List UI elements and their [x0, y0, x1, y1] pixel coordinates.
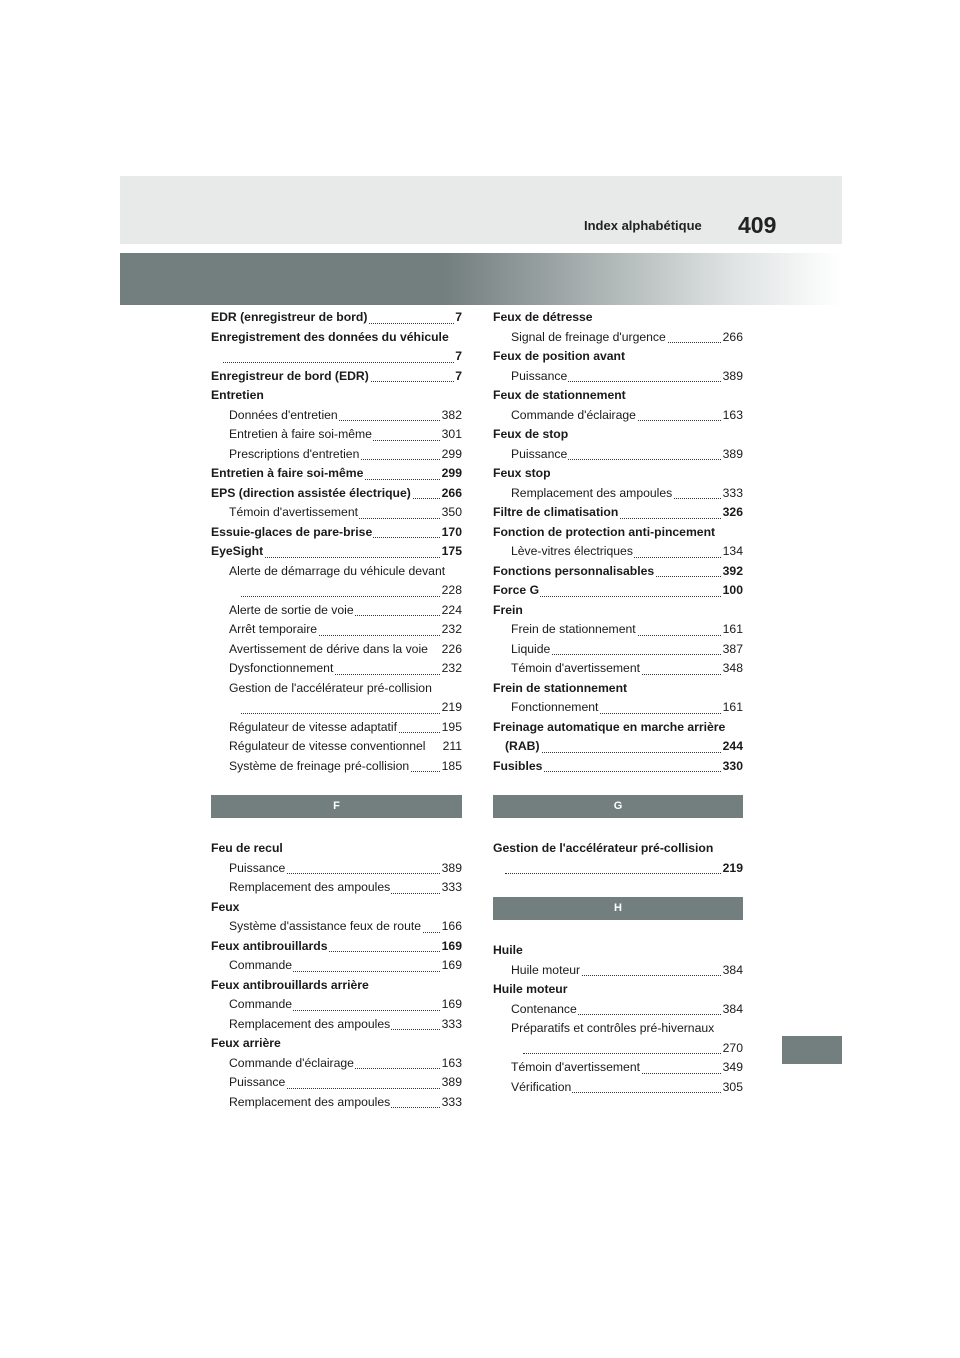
index-entry-page: 185	[441, 757, 462, 777]
index-entry-text: Remplacement des ampoules	[229, 880, 391, 894]
index-entry	[493, 464, 743, 484]
index-entry-page: 389	[441, 1073, 462, 1093]
index-entry-page: 161	[722, 698, 743, 718]
section-header-g: G	[493, 795, 743, 818]
index-entry	[493, 757, 743, 777]
index-entry	[211, 620, 462, 640]
index-entry	[211, 406, 462, 426]
index-entry	[493, 1019, 743, 1039]
index-entry	[211, 659, 462, 679]
index-entry-text: Alerte de sortie de voie	[229, 602, 354, 617]
index-entry-text: Feu de recul	[211, 841, 283, 855]
index-entry	[211, 308, 462, 328]
index-entry-text: Prescriptions d'entretien	[229, 446, 360, 461]
section-header-f: F	[211, 795, 462, 818]
index-entry-text: (RAB)	[505, 739, 540, 753]
index-column-right	[493, 308, 743, 1097]
index-entry	[211, 484, 462, 504]
index-entry	[211, 757, 462, 777]
dot-leader	[223, 362, 462, 363]
index-entry	[493, 406, 743, 426]
index-entry	[493, 1058, 743, 1078]
index-entry	[211, 367, 462, 387]
index-entry-page: 266	[441, 484, 462, 504]
index-entry-page: 389	[722, 445, 743, 465]
index-entry	[211, 523, 462, 543]
chapter-thumb-tab	[782, 1036, 842, 1064]
index-entry-page: 384	[722, 1000, 743, 1020]
index-entry-text: Fusibles	[493, 758, 543, 773]
index-entry-page: 384	[722, 961, 743, 981]
index-entry-text: Feux de détresse	[493, 310, 593, 324]
index-entry	[211, 542, 462, 562]
index-entry	[493, 1078, 743, 1098]
index-entry	[211, 839, 462, 859]
index-entry-page: 389	[722, 367, 743, 387]
index-entry-page: 163	[722, 406, 743, 426]
index-entry-text: Frein	[493, 602, 523, 617]
index-entry-page: 326	[722, 503, 743, 523]
index-entry	[211, 1054, 462, 1074]
index-entry	[211, 1073, 462, 1093]
index-entry-text: Régulateur de vitesse adaptatif	[229, 719, 398, 734]
index-entry-text: Huile moteur	[493, 982, 568, 996]
index-entry-text: Commande d'éclairage	[511, 407, 636, 422]
section-header-h: H	[493, 897, 743, 920]
index-entry-text: Puissance	[511, 446, 568, 461]
index-entry	[211, 1015, 462, 1035]
index-entry-page: 211	[442, 737, 462, 757]
index-entry-page: 387	[722, 640, 743, 660]
index-entry	[211, 1034, 462, 1054]
index-entry-text: Puissance	[229, 1075, 286, 1089]
index-entry-text: Remplacement des ampoules	[229, 1016, 391, 1031]
index-entry-text: Feux stop	[493, 466, 551, 480]
index-entry-text: Puissance	[511, 368, 568, 383]
index-entry-page: 389	[441, 859, 462, 879]
index-entry	[211, 995, 462, 1015]
index-entry-text: Force G	[493, 583, 540, 597]
index-entry-page: 270	[722, 1039, 743, 1059]
index-entry	[211, 640, 462, 660]
index-entry	[211, 1093, 462, 1113]
index-entry-text: Système d'assistance feux de route	[229, 919, 422, 933]
index-entry-text: EDR (enregistreur de bord)	[211, 310, 368, 324]
index-entry-text: Frein de stationnement	[511, 622, 636, 636]
index-entry	[493, 523, 743, 543]
page-title: Index alphabétique	[584, 218, 702, 233]
index-entry-page: 330	[722, 757, 743, 777]
page-number: 409	[738, 212, 777, 238]
index-entry-text: Témoin d'avertissement	[229, 505, 358, 519]
index-block	[493, 308, 743, 776]
index-entry	[493, 445, 743, 465]
index-entry-page: 348	[722, 659, 743, 679]
index-entry	[211, 503, 462, 523]
index-entry	[211, 976, 462, 996]
index-entry	[493, 562, 743, 582]
index-entry-text: Enregistreur de bord (EDR)	[211, 368, 369, 383]
index-entry-page: 166	[441, 917, 462, 937]
index-column-left	[211, 308, 462, 1112]
index-entry-page: 232	[441, 620, 462, 640]
index-entry-page: 333	[441, 1093, 462, 1113]
index-entry	[211, 464, 462, 484]
index-block	[211, 839, 462, 1112]
index-entry	[211, 878, 462, 898]
index-entry	[493, 367, 743, 387]
index-entry-page: 7	[454, 308, 462, 328]
index-block	[211, 308, 462, 776]
index-entry-text: Remplacement des ampoules	[229, 1094, 391, 1109]
index-entry-page: 333	[441, 1015, 462, 1035]
index-entry-text: Feux	[211, 899, 240, 914]
index-entry	[493, 386, 743, 406]
index-entry	[493, 347, 743, 367]
index-entry	[211, 937, 462, 957]
index-entry-text: Vérification	[511, 1079, 572, 1094]
index-entry-page: 350	[441, 503, 462, 523]
index-entry-page: 224	[441, 601, 462, 621]
index-entry-text: Huile	[493, 943, 523, 957]
index-entry-text: Feux antibrouillards	[211, 938, 328, 953]
index-entry	[493, 601, 743, 621]
index-entry-page: 169	[441, 956, 462, 976]
index-entry-text: Entretien à faire soi-même	[211, 466, 364, 480]
index-entry-text: Fonction de protection anti-pincement	[493, 524, 716, 539]
index-entry	[493, 859, 743, 879]
index-entry-page: 100	[722, 581, 743, 601]
index-entry	[493, 679, 743, 699]
index-entry-text: Contenance	[511, 1001, 577, 1016]
index-entry-page: 299	[441, 464, 462, 484]
index-entry-page: 195	[441, 718, 462, 738]
index-entry	[211, 859, 462, 879]
index-entry	[493, 620, 743, 640]
index-block	[493, 839, 743, 878]
index-entry-text: Lève-vitres électriques	[511, 544, 633, 558]
index-entry	[493, 640, 743, 660]
index-entry-page: 301	[441, 425, 462, 445]
index-entry	[493, 503, 743, 523]
index-entry-text: Huile moteur	[511, 962, 581, 977]
index-entry	[211, 917, 462, 937]
index-entry-text: Fonctionnement	[511, 700, 599, 714]
index-entry-page: 226	[441, 640, 462, 660]
index-entry-page: 244	[722, 737, 743, 757]
index-entry-page: 266	[722, 328, 743, 348]
index-entry	[493, 1039, 743, 1059]
index-entry	[211, 328, 462, 348]
index-entry-text: Commande	[229, 997, 292, 1011]
index-entry-page: 228	[441, 581, 462, 601]
dot-leader	[241, 713, 462, 714]
index-entry-text: Feux de position avant	[493, 349, 626, 363]
index-entry-page: 7	[454, 347, 462, 367]
index-entry-text: Gestion de l'accélérateur pré-collision	[493, 841, 714, 855]
index-entry-text: Feux de stationnement	[493, 388, 626, 402]
index-entry-text: Arrêt temporaire	[229, 622, 318, 636]
index-entry-text: Feux de stop	[493, 427, 569, 441]
index-entry-text: Commande	[229, 958, 292, 972]
index-entry-page: 169	[441, 937, 462, 957]
index-entry-page: 349	[722, 1058, 743, 1078]
index-entry-text: Témoin d'avertissement	[511, 661, 640, 675]
index-entry	[493, 698, 743, 718]
index-entry	[211, 956, 462, 976]
index-entry	[493, 980, 743, 1000]
index-entry-page: 305	[722, 1078, 743, 1098]
index-entry	[211, 347, 462, 367]
index-entry	[493, 839, 743, 859]
index-entry	[211, 386, 462, 406]
index-entry-page: 219	[722, 859, 743, 879]
index-entry-text: Remplacement des ampoules	[511, 485, 673, 500]
index-entry	[211, 445, 462, 465]
index-entry-text: Feux antibrouillards arrière	[211, 977, 369, 992]
index-entry-page: 392	[722, 562, 743, 582]
index-entry-text: Entretien	[211, 388, 264, 402]
index-entry-text: Frein de stationnement	[493, 680, 628, 695]
index-entry-page: 134	[722, 542, 743, 562]
index-entry-text: Puissance	[229, 860, 286, 875]
index-entry-text: Système de freinage pré-collision	[229, 758, 410, 773]
index-entry	[211, 679, 462, 699]
index-entry-text: Préparatifs et contrôles pré-hivernaux	[511, 1021, 715, 1035]
index-entry-text: Essuie-glaces de pare-brise	[211, 524, 373, 539]
index-entry-page: 333	[441, 878, 462, 898]
header-band	[120, 176, 842, 244]
index-entry	[211, 601, 462, 621]
dot-leader	[505, 873, 743, 874]
index-entry	[211, 898, 462, 918]
index-entry-page: 219	[441, 698, 462, 718]
index-entry-text: Données d'entretien	[229, 407, 338, 422]
index-entry	[493, 1000, 743, 1020]
index-entry	[493, 425, 743, 445]
index-entry	[211, 562, 462, 582]
index-entry-text: Liquide	[511, 641, 551, 656]
index-entry-text: Entretien à faire soi-même	[229, 427, 372, 441]
index-entry	[493, 659, 743, 679]
index-entry-text: Filtre de climatisation	[493, 505, 619, 519]
index-entry-text: Fonctions personnalisables	[493, 563, 655, 578]
index-entry	[493, 581, 743, 601]
index-entry-text: Feux arrière	[211, 1036, 281, 1050]
index-entry-page: 170	[441, 523, 462, 543]
index-entry	[493, 961, 743, 981]
index-entry	[211, 737, 462, 757]
index-entry-page: 161	[722, 620, 743, 640]
index-entry-text: Témoin d'avertissement	[511, 1060, 640, 1074]
index-entry-page: 163	[441, 1054, 462, 1074]
index-entry-text: Alerte de démarrage du véhicule devant	[229, 563, 446, 578]
index-block	[493, 941, 743, 1097]
index-entry-text: Avertissement de dérive dans la voie	[229, 641, 428, 656]
index-entry	[493, 941, 743, 961]
index-entry-page: 232	[441, 659, 462, 679]
index-entry-text: Freinage automatique en marche arrière	[493, 719, 726, 734]
dot-leader	[523, 1053, 743, 1054]
index-entry-text: Gestion de l'accélérateur pré-collision	[229, 680, 432, 695]
dot-leader	[241, 596, 462, 597]
index-entry-page: 7	[454, 367, 462, 387]
index-entry	[211, 698, 462, 718]
index-entry-page: 299	[441, 445, 462, 465]
index-entry-text: EPS (direction assistée électrique)	[211, 485, 411, 500]
index-entry	[493, 328, 743, 348]
index-entry-text: Commande d'éclairage	[229, 1055, 354, 1070]
index-entry-page: 169	[441, 995, 462, 1015]
index-entry	[211, 718, 462, 738]
index-entry	[493, 718, 743, 738]
index-entry-text: EyeSight	[211, 544, 264, 558]
index-entry-text: Dysfonctionnement	[229, 661, 334, 675]
index-entry	[211, 581, 462, 601]
index-entry	[493, 542, 743, 562]
index-entry-page: 333	[722, 484, 743, 504]
index-entry-text: Régulateur de vitesse conventionnel	[229, 739, 426, 753]
decorative-gradient-band	[120, 253, 842, 305]
index-entry	[493, 308, 743, 328]
index-entry	[211, 425, 462, 445]
index-entry-page: 382	[441, 406, 462, 426]
index-entry-page: 175	[441, 542, 462, 562]
index-entry	[493, 484, 743, 504]
index-entry	[493, 737, 743, 757]
index-entry-text: Enregistrement des données du véhicule	[211, 329, 449, 344]
index-entry-text: Signal de freinage d'urgence	[511, 329, 666, 344]
